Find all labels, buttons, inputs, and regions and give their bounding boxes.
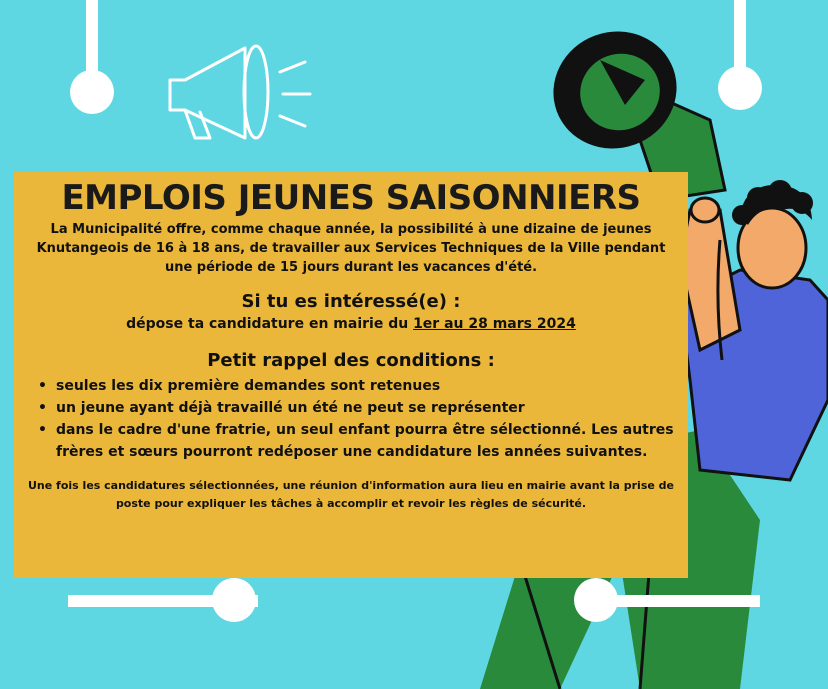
- megaphone-outline-icon: [170, 46, 310, 138]
- footer-note: Une fois les candidatures sélectionnées, une réunion d'information aura lieu en mairie avant la prise de poste pour expliquer les tâches à accomplir et revoir les règles de sécurité.: [28, 479, 674, 510]
- decorative-slider-top-right: [718, 0, 762, 110]
- interest-heading: Si tu es intéressé(e) :: [241, 291, 461, 312]
- list-item: • dans le cadre d'une fratrie, un seul enfant pourra être sélectionné. Les autres frères et sœurs pourront redéposer une candidature les années suivantes.: [38, 419, 680, 463]
- bullet-icon: •: [38, 378, 47, 394]
- list-item: • seules les dix première demandes sont retenues: [38, 375, 680, 397]
- intro-text: La Municipalité offre, comme chaque année, la possibilité à une dizaine de jeunes Knutangeois de 16 à 18 ans, de travailler aux Services Techniques de la Ville pendant une période de 15 jours durant les vacances d'été.: [36, 222, 666, 275]
- flyer-title: EMPLOIS JEUNES SAISONNIERS: [61, 178, 641, 218]
- bullet-icon: •: [38, 400, 47, 416]
- decorative-slider-bottom-left: [68, 578, 258, 622]
- bullet-icon: •: [38, 422, 47, 438]
- decorative-slider-top-left: [70, 0, 114, 114]
- deposit-prefix: dépose ta candidature en mairie du: [126, 316, 414, 332]
- deposit-instructions: [22, 316, 680, 332]
- deposit-dates: 1er au 28 mars 2024: [413, 316, 576, 332]
- conditions-heading: Petit rappel des conditions :: [207, 350, 495, 371]
- conditions-list: [22, 375, 680, 463]
- list-item: • un jeune ayant déjà travaillé un été ne peut se représenter: [38, 397, 680, 419]
- announcement-card: [14, 172, 688, 578]
